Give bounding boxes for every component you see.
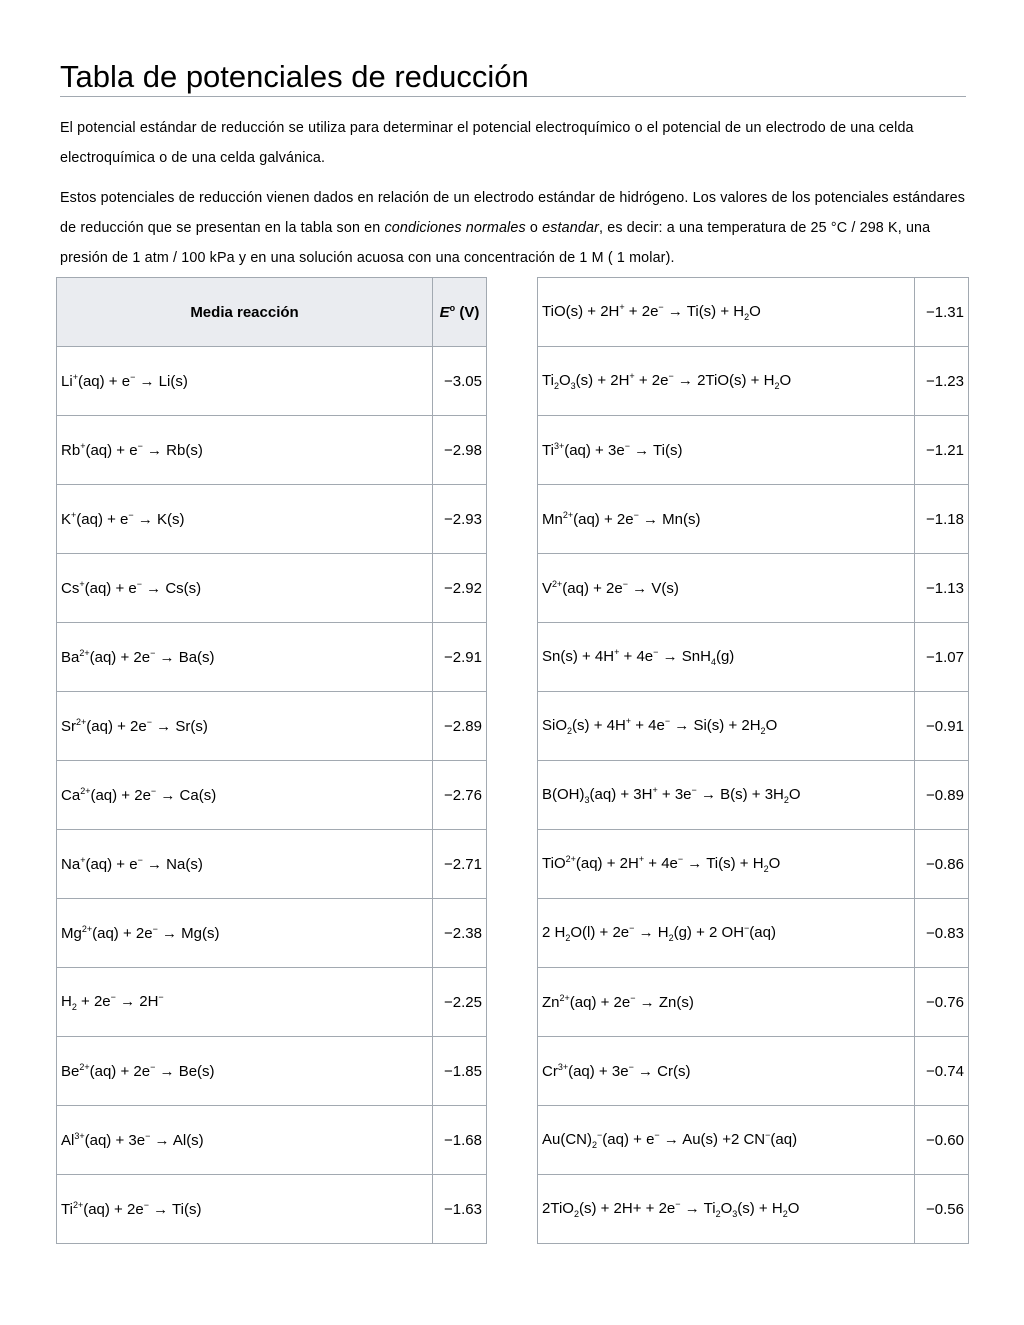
potential-cell: −0.86 (915, 830, 969, 899)
table-row (57, 968, 487, 1037)
reaction-cell: $Ti^{2+}(aq) + 2e^- \to Ti(s)$ (57, 1175, 433, 1244)
table-row (57, 1175, 487, 1244)
table-row (538, 623, 969, 692)
potential-cell: −0.76 (915, 968, 969, 1037)
reaction-cell: Na+(aq) + e− → Na(s) (57, 830, 433, 899)
intro-paragraph-2 (60, 183, 966, 273)
table-row (57, 554, 487, 623)
table-row (57, 623, 487, 692)
left-table-body (57, 347, 487, 1244)
table-row (57, 347, 487, 416)
potential-cell: −1.23 (915, 347, 969, 416)
potential-cell: −2.38 (433, 899, 487, 968)
table-row (538, 1175, 969, 1244)
header-potential: $E^o$ (V) (433, 278, 487, 347)
reaction-cell: K+(aq) + e− → K(s) (57, 485, 433, 554)
table-row (57, 1106, 487, 1175)
reaction-cell: Cs+(aq) + e− → Cs(s) (57, 554, 433, 623)
reaction-cell: $H_2 + 2e^- \to 2H^-$ (57, 968, 433, 1037)
potential-cell: −1.07 (915, 623, 969, 692)
intro-italic-condiciones: condiciones normales (384, 220, 526, 236)
potentials-table-right (537, 277, 969, 1244)
potential-cell: −2.91 (433, 623, 487, 692)
potential-cell: −2.76 (433, 761, 487, 830)
reaction-cell: $Au(CN)_2^-(aq) + e^- \to Au(s) +2$ CN−(aq) (538, 1106, 915, 1175)
table-row (538, 968, 969, 1037)
potential-cell: −1.31 (915, 278, 969, 347)
potential-cell: −1.63 (433, 1175, 487, 1244)
reaction-cell: $Ba^{2+}(aq) + 2e^- \to Ba(s)$ (57, 623, 433, 692)
reaction-cell: $Ti_2O_3(s) + 2H^+ + 2e^- \to 2TiO(s) + H_2O$ (538, 347, 915, 416)
reaction-cell: Li+(aq) + e− → Li(s) (57, 347, 433, 416)
potential-cell: −0.56 (915, 1175, 969, 1244)
table-row (57, 416, 487, 485)
table-row (57, 1037, 487, 1106)
table-row (538, 830, 969, 899)
potential-cell: −0.74 (915, 1037, 969, 1106)
table-row (538, 347, 969, 416)
potential-cell: −1.68 (433, 1106, 487, 1175)
reaction-cell: $Be^{2+}(aq) + 2e^- \to Be(s)$ (57, 1037, 433, 1106)
table-row (538, 899, 969, 968)
table-row (57, 899, 487, 968)
table-row (538, 692, 969, 761)
reaction-cell: $Ca^{2+}(aq) + 2e^- \to Ca(s)$ (57, 761, 433, 830)
potential-cell: −2.25 (433, 968, 487, 1037)
potential-cell: −1.18 (915, 485, 969, 554)
potential-cell: −1.85 (433, 1037, 487, 1106)
potential-cell: −2.93 (433, 485, 487, 554)
table-header-row (57, 278, 487, 347)
table-row (538, 485, 969, 554)
reaction-cell: 2 $H_2O(l) + 2e^- \to H_2(g) + 2$ OH−(aq) (538, 899, 915, 968)
header-potential-unit: (V) (459, 304, 480, 321)
potential-cell: −2.89 (433, 692, 487, 761)
table-row (57, 830, 487, 899)
table-row (57, 485, 487, 554)
table-row (57, 761, 487, 830)
intro-text-c: , es decir: a una temperatura de 25 °C / 298 K, una presión de 1 atm / 100 kPa y en una solución acuosa con una concentración de 1 M ( 1 molar). (60, 220, 931, 266)
reaction-cell: $2TiO_2(s) + 2H+ + 2e^- \to Ti_2O_3(s) + H_2O$ (538, 1175, 915, 1244)
table-row (538, 416, 969, 485)
reaction-cell: $Sr^{2+}(aq) + 2e^- \to Sr(s)$ (57, 692, 433, 761)
intro-text-b: o (525, 220, 543, 236)
potential-cell: −2.71 (433, 830, 487, 899)
reaction-cell: Sn(s) + 4H+ + 4e− → SnH$_4$(g) (538, 623, 915, 692)
reaction-cell: $SiO_2(s) + 4H^+ + 4e^- \to Si(s) + 2H_2O$ (538, 692, 915, 761)
reaction-cell: $V^{2+}(aq) + 2e^- \to V(s)$ (538, 554, 915, 623)
potentials-table-left (56, 277, 487, 1244)
header-reaction: Media reacción (57, 278, 433, 347)
table-row (538, 554, 969, 623)
reaction-cell: $Ti^{3+}(aq) + 3e^- \to Ti(s)$ (538, 416, 915, 485)
table-row (538, 278, 969, 347)
reaction-cell: $TiO(s) + 2H^+ + 2e^- \to Ti(s) + H_2O$ (538, 278, 915, 347)
table-row (538, 1106, 969, 1175)
potential-cell: −2.98 (433, 416, 487, 485)
intro-paragraph-1: El potencial estándar de reducción se utiliza para determinar el potencial electroquímico o el potencial de un electrodo de una celda electroquímica o de una celda galvánica. (60, 120, 914, 166)
intro-italic-estandar: estandar (542, 220, 599, 236)
right-table-body (538, 278, 969, 1244)
potential-cell: −1.21 (915, 416, 969, 485)
reaction-cell: $TiO^{2+}(aq) + 2H^+ + 4e^- \to Ti(s) + H_2O$ (538, 830, 915, 899)
reaction-cell: $Mn^{2+}(aq) + 2e^- \to Mn(s)$ (538, 485, 915, 554)
table-row (57, 692, 487, 761)
reaction-cell: $Zn^{2+}(aq) + 2e^- \to Zn(s)$ (538, 968, 915, 1037)
potential-cell: −2.92 (433, 554, 487, 623)
intro-text-a: Estos potenciales de reducción vienen dados en relación de un electrodo estándar de hidrógeno. Los valores de los potenciales estándares de reducción que se presentan en la tabla son en (60, 190, 966, 236)
table-row (538, 761, 969, 830)
reaction-cell: $Cr^{3+}(aq) + 3e^- \to Cr(s)$ (538, 1037, 915, 1106)
potential-cell: −0.60 (915, 1106, 969, 1175)
reaction-cell: Rb+(aq) + e− → Rb(s) (57, 416, 433, 485)
potential-cell: −1.13 (915, 554, 969, 623)
potential-cell: −0.89 (915, 761, 969, 830)
reaction-cell: $Mg^{2+}(aq) + 2e^- \to Mg(s)$ (57, 899, 433, 968)
table-row (538, 1037, 969, 1106)
reaction-cell: $B(OH)_3(aq) + 3H^+ + 3e^- \to B(s) + 3H_2O$ (538, 761, 915, 830)
reaction-cell: $Al^{3+}(aq) + 3e^- \to Al(s)$ (57, 1106, 433, 1175)
page-title: Tabla de potenciales de reducción (60, 58, 966, 97)
potential-cell: −3.05 (433, 347, 487, 416)
potential-cell: −0.83 (915, 899, 969, 968)
potential-cell: −0.91 (915, 692, 969, 761)
